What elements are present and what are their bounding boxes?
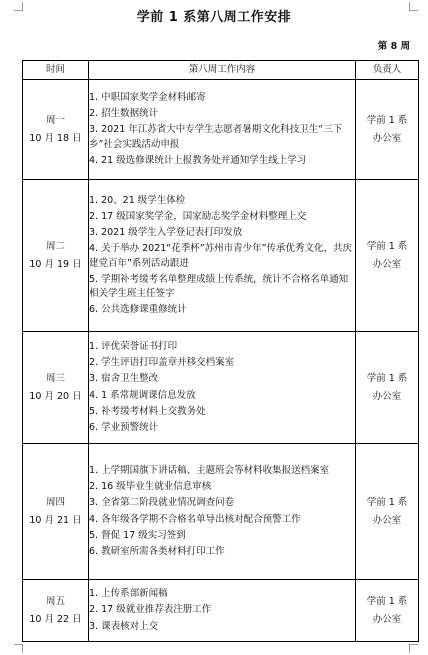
date-label: 10 月 19 日 bbox=[29, 258, 82, 270]
date-label: 10 月 18 日 bbox=[29, 132, 82, 144]
date-label: 10 月 21 日 bbox=[29, 514, 82, 526]
page-corner-mark bbox=[409, 644, 418, 653]
day-label: 周二 bbox=[45, 240, 65, 252]
task-item: 3. 2021 年江苏省大中专学生志愿者暑期文化科技卫生“三下乡”社会实践活动申报 bbox=[89, 124, 343, 150]
header-owner: 负责人 bbox=[356, 61, 419, 80]
task-item: 5. 学期补考缓考名单整理成绩上传系统，统计不合格名单通知相关学生班主任签字 bbox=[89, 273, 349, 299]
owner-line: 办公室 bbox=[372, 258, 402, 270]
task-list bbox=[89, 580, 356, 642]
owner-line: 办公室 bbox=[372, 613, 402, 625]
task-list bbox=[89, 80, 356, 180]
task-item: 4. 21 级选修课统计上报教务处并通知学生线上学习 bbox=[89, 154, 307, 166]
week-tag: 第 8 周 bbox=[377, 41, 410, 52]
task-item: 4. 关于举办 2021“花季杯”苏州市青少年”传承优秀文化，共庆建党百年”系列活动跟进 bbox=[89, 243, 353, 269]
task-item: 3. 2021 级学生入学登记表打印发放 bbox=[89, 227, 243, 239]
owner-line: 学前 1 系 bbox=[366, 114, 408, 126]
owner-line: 学前 1 系 bbox=[366, 496, 408, 508]
task-item: 5. 督促 17 级实习签到 bbox=[89, 529, 186, 541]
day-label: 周五 bbox=[45, 595, 65, 607]
day-cell bbox=[23, 180, 89, 332]
task-item: 2. 招生数据统计 bbox=[89, 108, 159, 120]
task-list bbox=[89, 444, 356, 580]
day-cell bbox=[23, 332, 89, 444]
task-item: 3. 全省第二阶段就业情况调查问卷 bbox=[89, 497, 235, 509]
table-row bbox=[23, 444, 419, 580]
task-item: 1. 评优荣誉证书打印 bbox=[89, 340, 178, 352]
owner-cell bbox=[356, 332, 419, 444]
table-row bbox=[23, 580, 419, 642]
owner-line: 办公室 bbox=[372, 514, 402, 526]
task-item: 2. 16 级毕业生就业信息审核 bbox=[89, 481, 212, 493]
day-cell bbox=[23, 444, 89, 580]
document-title: 学前 1 系第八周工作安排 bbox=[136, 10, 292, 25]
task-item: 5. 补考缓考材料上交教务处 bbox=[89, 405, 206, 417]
task-item: 1. 上学期国旗下讲话稿、主题班会等材料收集报送档案室 bbox=[89, 464, 330, 476]
task-item: 1. 20、21 级学生体检 bbox=[89, 194, 186, 206]
owner-line: 学前 1 系 bbox=[366, 372, 408, 384]
table-header-row bbox=[23, 61, 419, 80]
task-item: 4. 各年级各学期不合格名单导出核对配合预警工作 bbox=[89, 513, 301, 525]
table-row bbox=[23, 180, 419, 332]
task-item: 2. 17 级就业推荐表注册工作 bbox=[89, 604, 212, 616]
day-cell bbox=[23, 80, 89, 180]
table-row bbox=[23, 80, 419, 180]
owner-line: 学前 1 系 bbox=[366, 240, 408, 252]
header-content: 第八周工作内容 bbox=[89, 61, 356, 80]
task-item: 3. 宿舍卫生整改 bbox=[89, 373, 159, 385]
task-item: 1. 上传系部新闻稿 bbox=[89, 588, 168, 600]
header-time: 时间 bbox=[23, 61, 89, 80]
owner-line: 办公室 bbox=[372, 132, 402, 144]
day-label: 周三 bbox=[45, 372, 65, 384]
task-item: 4. 1 系常规调课信息发放 bbox=[89, 389, 196, 401]
owner-line: 学前 1 系 bbox=[366, 595, 408, 607]
owner-cell bbox=[356, 580, 419, 642]
date-label: 10 月 22 日 bbox=[29, 613, 82, 625]
owner-cell bbox=[356, 80, 419, 180]
day-label: 周一 bbox=[45, 114, 65, 126]
task-list bbox=[89, 180, 356, 332]
task-item: 6. 教研室所需各类材料打印工作 bbox=[89, 545, 225, 557]
task-item: 6. 学业预警统计 bbox=[89, 421, 159, 433]
task-item: 2. 学生评语打印盖章并移交档案室 bbox=[89, 357, 235, 369]
owner-cell bbox=[356, 444, 419, 580]
task-list bbox=[89, 332, 356, 444]
table-row bbox=[23, 332, 419, 444]
page-corner-mark bbox=[14, 644, 23, 653]
task-item: 1. 中职国家奖学金材料邮寄 bbox=[89, 91, 206, 103]
day-label: 周四 bbox=[45, 496, 65, 508]
task-item: 6. 公共选修课重修统计 bbox=[89, 304, 187, 316]
day-cell bbox=[23, 580, 89, 642]
schedule-table bbox=[22, 60, 419, 642]
task-item: 2. 17 级国家奖学金，国家励志奖学金材料整理上交 bbox=[89, 210, 307, 222]
owner-line: 办公室 bbox=[372, 390, 402, 402]
date-label: 10 月 20 日 bbox=[29, 390, 82, 402]
owner-cell bbox=[356, 180, 419, 332]
task-item: 3. 课表核对上交 bbox=[89, 620, 159, 632]
